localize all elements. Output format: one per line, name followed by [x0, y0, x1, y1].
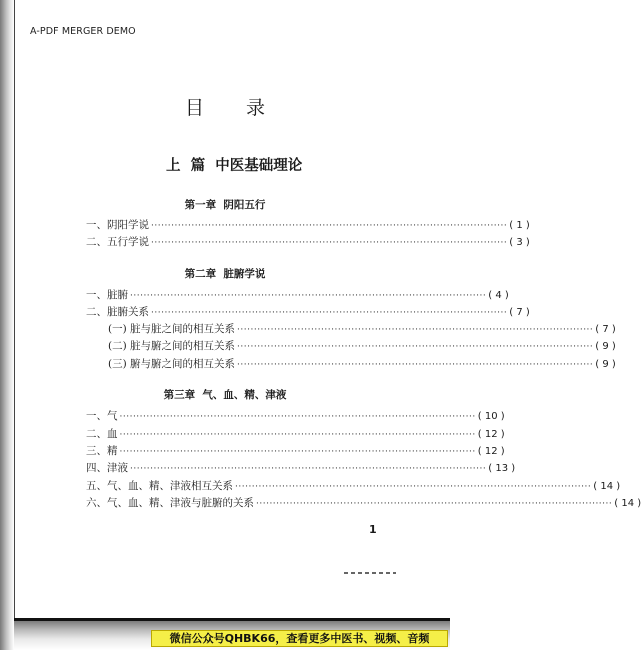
toc-entry-label: 一、脏腑 — [86, 289, 128, 301]
toc-entry — [86, 288, 509, 303]
toc-entry-label: 二、五行学说 — [86, 236, 149, 248]
chapter-title: 第二章 脏腑学说 — [184, 268, 266, 280]
toc-entry-label: 四、津液 — [86, 462, 128, 474]
toc-entry-label: (一) 脏与脏之间的相互关系 — [108, 323, 236, 335]
toc-entry — [86, 496, 641, 511]
toc-entry-page: ( 9 ) — [595, 359, 616, 370]
toc-subentry — [108, 322, 616, 337]
leader-dots: ·········································································································· — [237, 342, 594, 352]
part-title: 上 篇 中医基础理论 — [166, 158, 303, 174]
toc-entry-page: ( 7 ) — [595, 324, 616, 335]
toc-entry — [86, 461, 516, 476]
leader-dots: ·········································································································· — [237, 325, 594, 335]
leader-dots: ·········································································································· — [119, 412, 476, 422]
leader-dots: ·········································································································· — [151, 308, 508, 318]
toc-entry — [86, 479, 621, 494]
toc-entry-page: ( 14 ) — [614, 498, 641, 509]
leader-dots: ·········································································································· — [130, 464, 487, 474]
toc-entry-page: ( 1 ) — [509, 220, 530, 231]
toc-subentry — [108, 339, 616, 354]
toc-entry-label: 二、脏腑关系 — [86, 306, 149, 318]
leader-dots: ·········································································································· — [235, 482, 592, 492]
toc-entry-page: ( 4 ) — [488, 290, 509, 301]
toc-entry — [86, 427, 505, 442]
toc-entry-label: 二、血 — [86, 428, 118, 440]
toc-entry-label: (二) 脏与腑之间的相互关系 — [108, 340, 236, 352]
leader-dots: ·········································································································· — [256, 499, 613, 509]
toc-entry — [86, 305, 530, 320]
leader-dots: ·········································································································· — [119, 430, 476, 440]
chapter-title: 第三章 气、血、精、津液 — [163, 389, 287, 401]
leader-dots: ·········································································································· — [130, 291, 487, 301]
toc-entry-page: ( 9 ) — [595, 341, 616, 352]
page-number: 1 — [369, 523, 377, 536]
toc-entry — [86, 235, 530, 250]
toc-entry-page: ( 13 ) — [488, 463, 516, 474]
chapter-title: 第一章 阴阳五行 — [184, 199, 266, 211]
toc-entry-label: (三) 腑与腑之间的相互关系 — [108, 358, 236, 370]
toc-subentry — [108, 357, 616, 372]
leader-dots: ·········································································································· — [237, 360, 594, 370]
toc-entry-label: 一、气 — [86, 410, 118, 422]
toc-entry-page: ( 12 ) — [477, 446, 505, 457]
toc-entry-label: 五、气、血、精、津液相互关系 — [86, 480, 233, 492]
leader-dots: ·········································································································· — [119, 447, 476, 457]
toc-entry-page: ( 12 ) — [477, 429, 505, 440]
page-title: 目录 — [184, 97, 307, 119]
toc-entry — [86, 218, 530, 233]
watermark: A-PDF MERGER DEMO — [30, 26, 136, 37]
toc-entry — [86, 444, 505, 459]
toc-entry — [86, 409, 505, 424]
toc-entry-label: 一、阴阳学说 — [86, 219, 149, 231]
toc-entry-page: ( 14 ) — [593, 481, 621, 492]
leader-dots: ·········································································································· — [151, 221, 508, 231]
toc-entry-page: ( 3 ) — [509, 237, 530, 248]
scan-artifact — [344, 572, 396, 574]
toc-entry-label: 三、精 — [86, 445, 118, 457]
leader-dots: ·········································································································· — [151, 238, 508, 248]
promo-banner: 微信公众号QHBK66，查看更多中医书、视频、音频 — [151, 630, 448, 647]
toc-entry-label: 六、气、血、精、津液与脏腑的关系 — [86, 497, 254, 509]
toc-entry-page: ( 7 ) — [509, 307, 530, 318]
toc-entry-page: ( 10 ) — [477, 411, 505, 422]
